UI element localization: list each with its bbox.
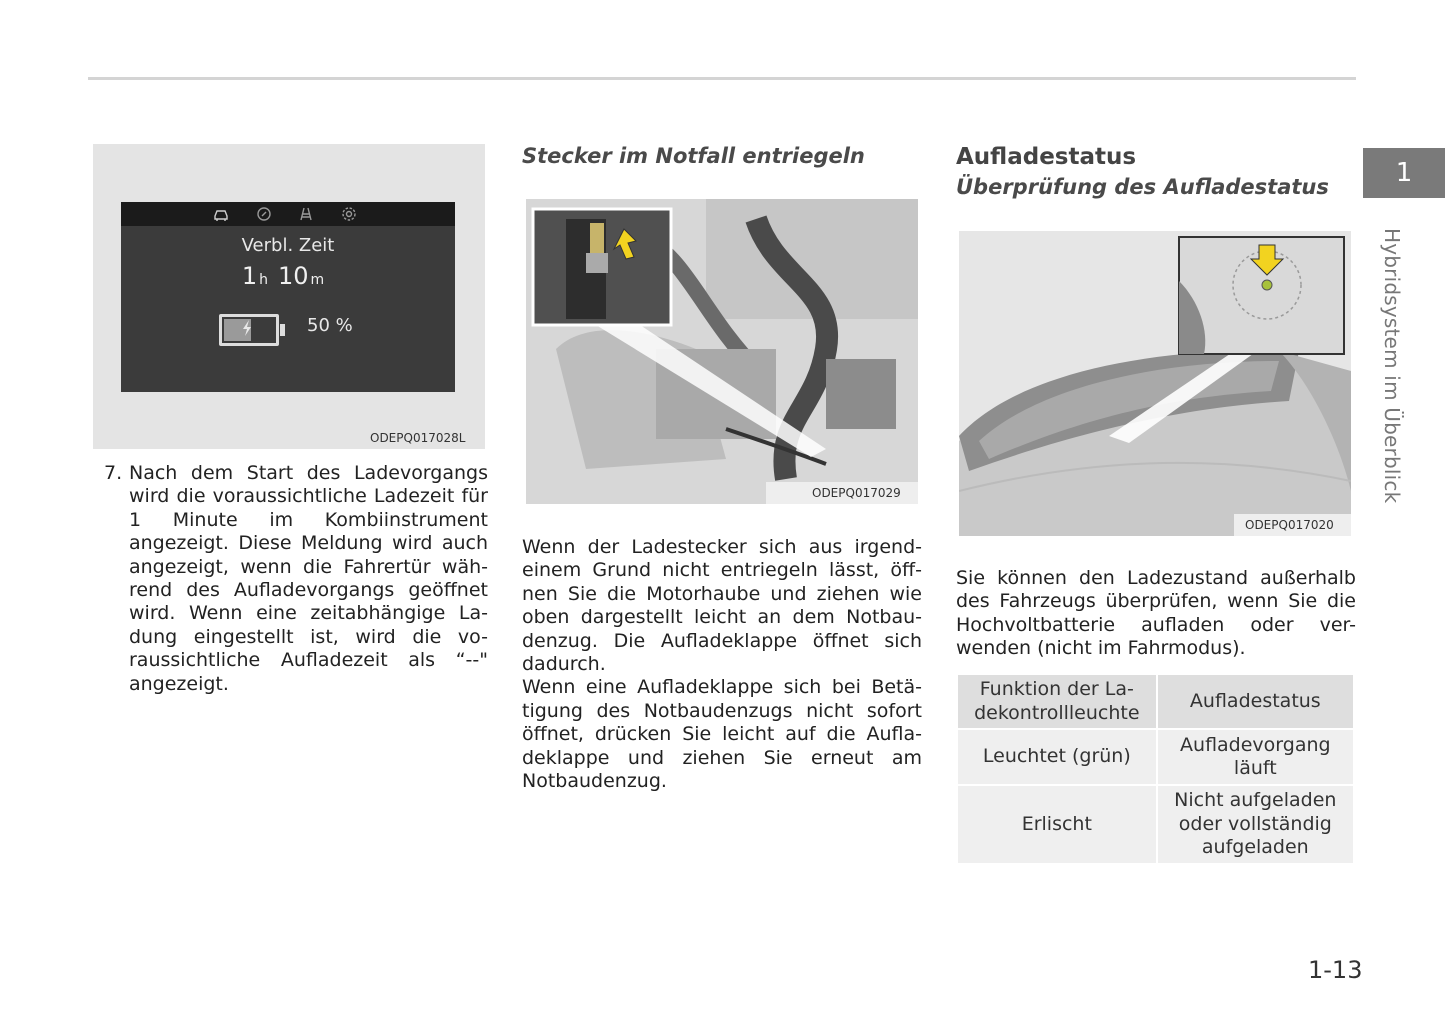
paragraph: Wenn der Ladestecker sich aus irgend- einem Grund nicht entriegeln lässt, öff- nen Sie die Motorhaube und ziehen wie oben dargestellt leicht an dem Notbau- denzug. Die Aufladeklappe öffnet sich dadurch. bbox=[522, 536, 922, 676]
subheading-check-charging-status: Überprüfung des Aufladestatus bbox=[956, 175, 1329, 199]
table-cell: Leuchtet (grün) bbox=[957, 729, 1157, 785]
paragraph: Wenn eine Aufladeklappe sich bei Betä- tigung des Notbaudenzugs nicht sofort öffnet, drücken Sie leicht auf die Aufla- deklappe und ziehen Sie erneut am Notbaudenzug. bbox=[522, 676, 922, 793]
battery-icon bbox=[219, 314, 279, 346]
list-item-7 bbox=[104, 462, 488, 696]
road-icon bbox=[298, 206, 314, 222]
table-header: Aufladestatus bbox=[1157, 674, 1354, 729]
emergency-release-text bbox=[522, 536, 922, 793]
figure-code: ODEPQ017028L bbox=[370, 431, 466, 445]
top-rule bbox=[88, 77, 1356, 80]
chapter-tab: 1 bbox=[1363, 148, 1445, 198]
list-item-text: Nach dem Start des Ladevorgangs wird die voraussichtliche Ladezeit für 1 Minute im Kombiinstrument angezeigt. Diese Meldung wird auch angezeigt, wenn die Fahrertür wäh- rend des Aufladevorgangs geöffnet wird. Wenn eine zeitabhängige La- dung eingestellt ist, wird die vo- raussichtliche Aufladezeit als “--" angezeigt. bbox=[129, 462, 488, 695]
page-number: 1-13 bbox=[1308, 956, 1363, 984]
engine-bay-figure bbox=[526, 199, 918, 504]
section-heading-emergency-release: Stecker im Notfall entriegeln bbox=[522, 144, 865, 168]
section-heading-charging-status: Aufladestatus bbox=[956, 144, 1137, 170]
charging-status-table bbox=[956, 673, 1355, 865]
gear-icon bbox=[341, 206, 357, 222]
instrument-cluster-display bbox=[121, 202, 455, 392]
table-header: Funktion der La- dekontrollleuchte bbox=[957, 674, 1157, 729]
remaining-time-value bbox=[121, 262, 455, 290]
cluster-figure bbox=[93, 144, 485, 449]
cluster-icon-bar bbox=[121, 202, 455, 226]
figure-code: ODEPQ017020 bbox=[1245, 518, 1334, 532]
chapter-title: Hybridsystem im Überblick bbox=[1380, 228, 1404, 504]
list-item-number: 7. bbox=[104, 462, 123, 484]
charging-status-text: Sie können den Ladezustand außerhalb des Fahrzeugs überprüfen, wenn Sie die Hochvoltbatterie aufladen oder ver- wenden (nicht im Fahrmodus). bbox=[956, 567, 1356, 660]
battery-percent: 50 % bbox=[307, 315, 353, 336]
table-header-row bbox=[957, 674, 1354, 729]
compass-icon bbox=[256, 206, 272, 222]
hours-unit: h bbox=[259, 272, 268, 288]
engine-bay-illustration bbox=[526, 199, 918, 504]
charging-bolt-icon bbox=[240, 319, 254, 337]
car-dashboard-figure bbox=[959, 231, 1351, 536]
remaining-time-label: Verbl. Zeit bbox=[241, 235, 335, 256]
table-cell: Aufladevorgang läuft bbox=[1157, 729, 1354, 785]
table-row bbox=[957, 785, 1354, 864]
table-cell: Erlischt bbox=[957, 785, 1157, 864]
table-row bbox=[957, 729, 1354, 785]
minutes-unit: m bbox=[310, 272, 325, 288]
car-icon bbox=[213, 206, 229, 222]
table-cell: Nicht aufgeladen oder vollständig aufgeladen bbox=[1157, 785, 1354, 864]
hours-value: 1 bbox=[241, 262, 258, 290]
figure-code: ODEPQ017029 bbox=[812, 486, 901, 500]
minutes-value: 10 bbox=[277, 262, 309, 290]
car-windshield-illustration bbox=[959, 231, 1351, 536]
